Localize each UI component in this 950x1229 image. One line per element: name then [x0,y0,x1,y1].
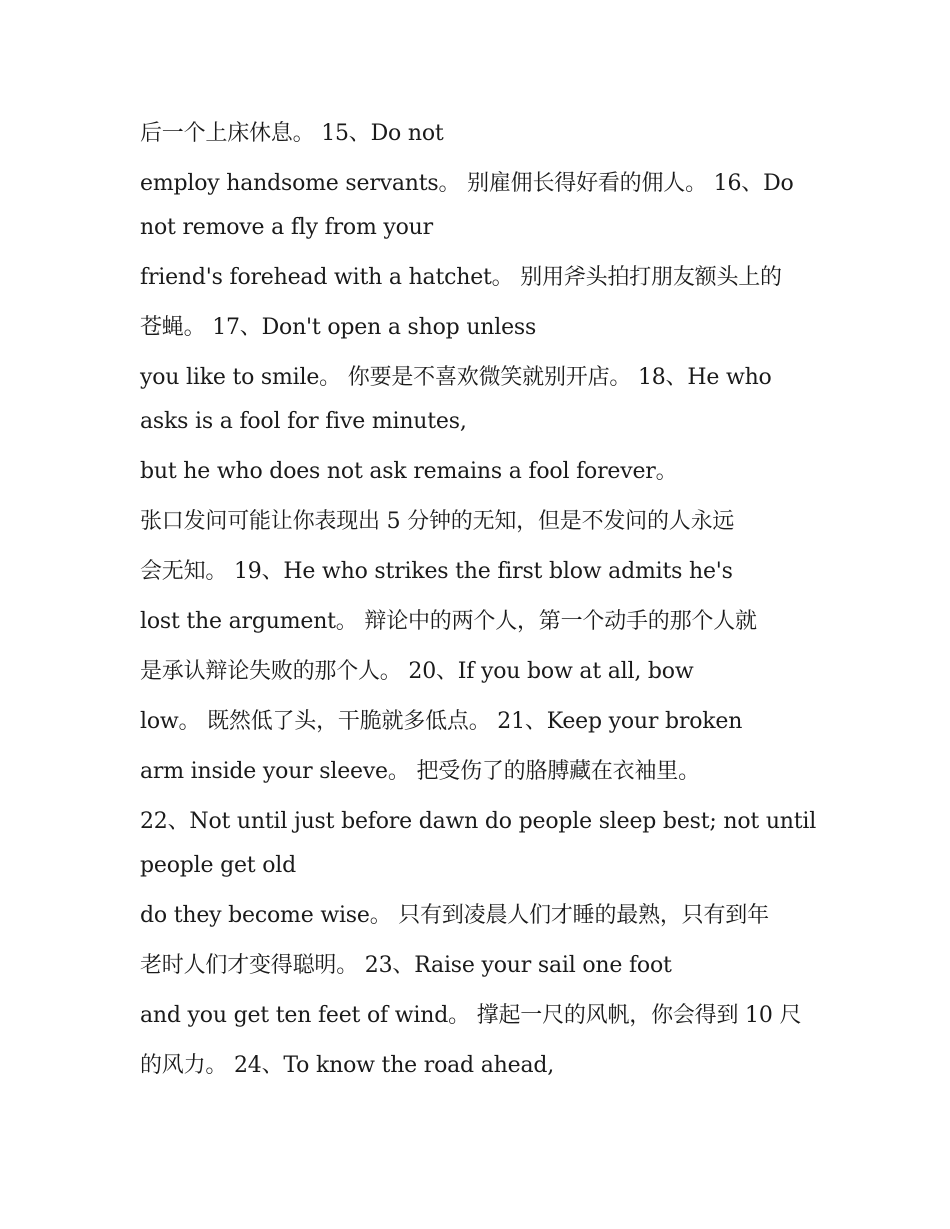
text-line-4: 苍蝇。 17、Don't open a shop unless [140,315,537,340]
text-line-13: 22、Not until just before dawn do people sleep best; not until people get old [140,809,817,878]
text-line-17: 的风力。 24、To know the road ahead, [140,1053,555,1078]
text-line-11: low。 既然低了头，干脆就多低点。 21、Keep your broken [140,709,743,734]
text-line-2: employ handsome servants。 别雇佣长得好看的佣人。 16、Do not remove a fly from your [140,171,794,240]
text-line-7: 张口发问可能让你表现出 5 分钟的无知，但是不发问的人永远 [140,509,735,534]
text-line-15: 老时人们才变得聪明。 23、Raise your sail one foot [140,953,672,978]
text-line-8: 会无知。 19、He who strikes the first blow admits he's [140,559,733,584]
text-line-10: 是承认辩论失败的那个人。 20、If you bow at all, bow [140,659,694,684]
text-line-3: friend's forehead with a hatchet。 别用斧头拍打朋友额头上的 [140,265,782,290]
text-line-12: arm inside your sleeve。 把受伤了的胳膊藏在衣袖里。 [140,759,700,784]
text-line-6: but he who does not ask remains a fool forever。 [140,459,678,484]
document-body [140,112,820,1094]
text-line-1: 后一个上床休息。 15、Do not [140,121,444,146]
text-line-5: you like to smile。 你要是不喜欢微笑就别开店。 18、He who asks is a fool for five minutes, [140,365,772,434]
text-line-9: lost the argument。 辩论中的两个人，第一个动手的那个人就 [140,609,757,634]
text-line-16: and you get ten feet of wind。 撑起一尺的风帆，你会得到 10 尺 [140,1003,802,1028]
text-line-14: do they become wise。 只有到凌晨人们才睡的最熟，只有到年 [140,903,769,928]
